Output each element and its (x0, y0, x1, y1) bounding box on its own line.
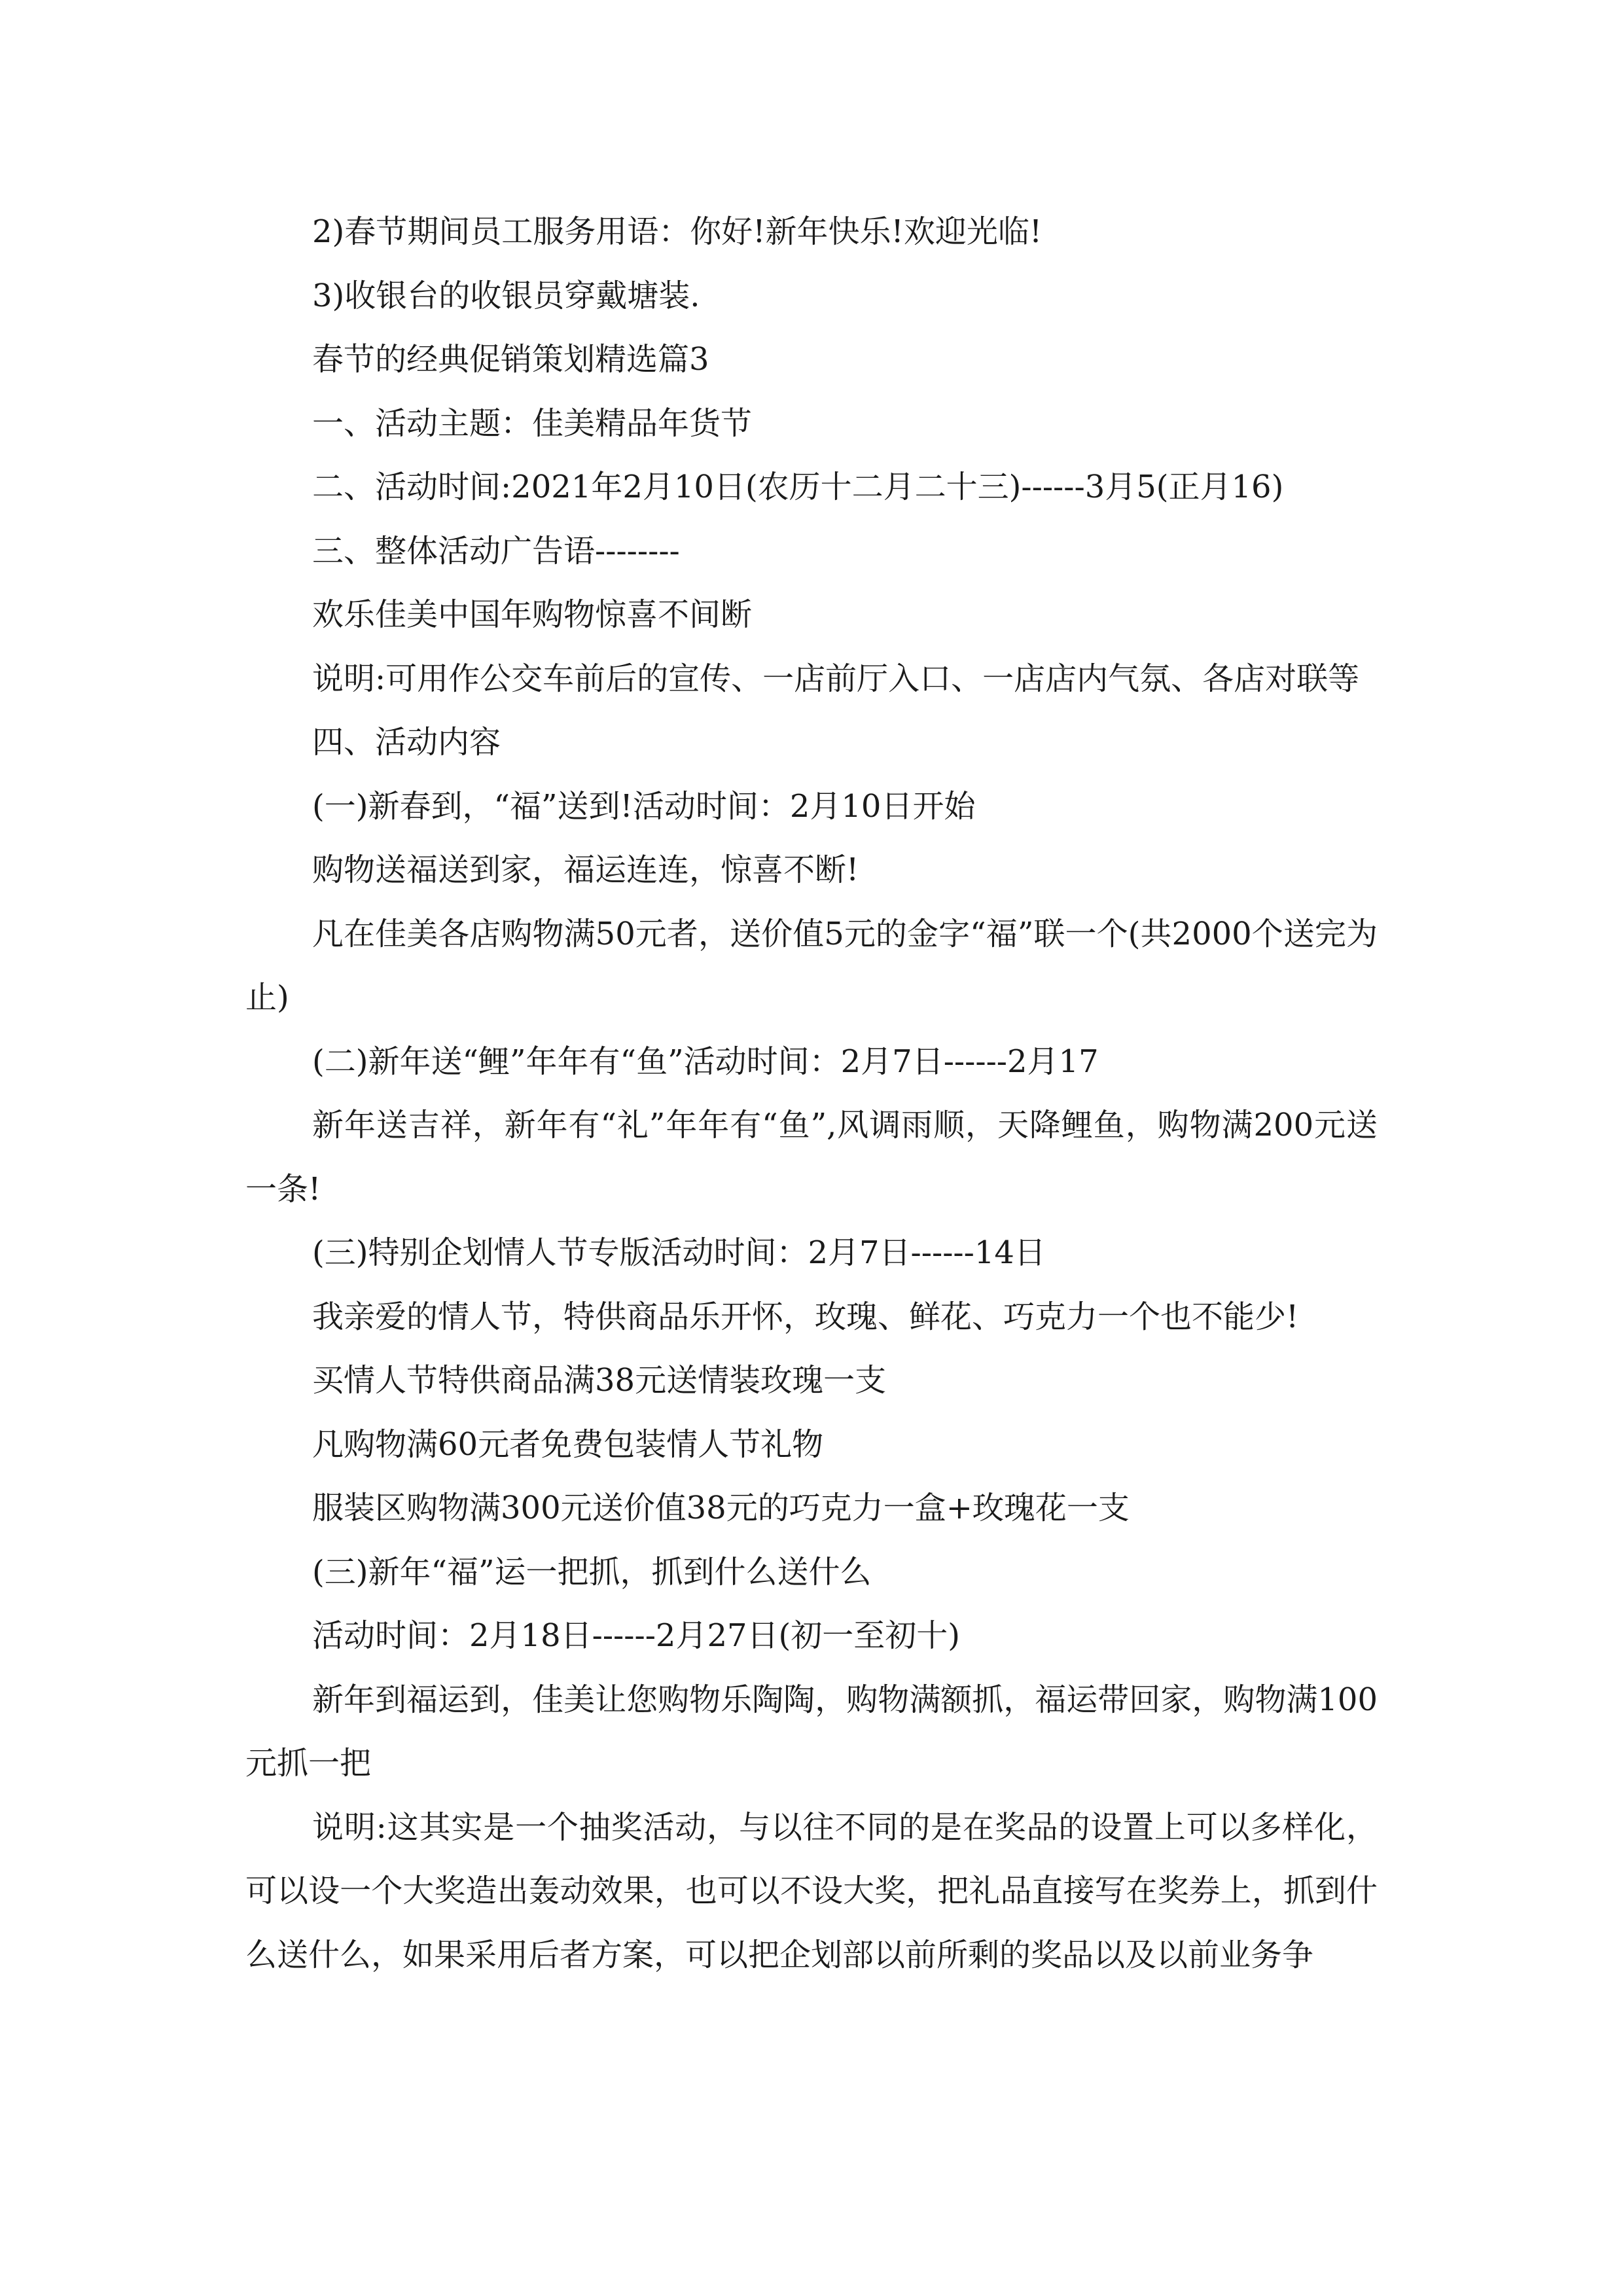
paragraph-event-3-title: (三)特别企划情人节专版活动时间：2月7日------14日 (312, 1234, 1046, 1271)
paragraph-cashier-costume: 3)收银台的收银员穿戴塘装. (312, 277, 700, 314)
paragraph-slogan-note: 说明:可用作公交车前后的宣传、一店前厅入口、一店店内气氛、各店对联等 (312, 660, 1360, 697)
paragraph-event-4-note: 说明:这其实是一个抽奖活动，与以往不同的是在奖品的设置上可以多样化，可以设一个大奖造出轰动效果，也可以不设大奖，把礼品直接写在奖券上，抓到什么送什么，如果采用后者方案，可以把企划部以前所剩的奖品以及以前业务争 (245, 1808, 1378, 1973)
paragraph-slogan: 欢乐佳美中国年购物惊喜不间断 (312, 596, 753, 633)
paragraph-activity-time: 二、活动时间:2021年2月10日(农历十二月二十三)------3月5(正月16) (312, 469, 1284, 505)
paragraph-event-3-tagline: 我亲爱的情人节，特供商品乐开怀，玫瑰、鲜花、巧克力一个也不能少! (312, 1298, 1299, 1335)
paragraph-content-heading: 四、活动内容 (312, 724, 501, 761)
paragraph-service-phrases: 2)春节期间员工服务用语：你好!新年快乐!欢迎光临! (312, 213, 1043, 250)
paragraph-event-2-title: (二)新年送“鲤”年年有“鱼”活动时间：2月7日------2月17 (312, 1043, 1099, 1080)
paragraph-event-3-rule-1: 买情人节特供商品满38元送情装玫瑰一支 (312, 1362, 887, 1399)
paragraph-event-1-rule: 凡在佳美各店购物满50元者，送价值5元的金字“福”联一个(共2000个送完为止) (245, 915, 1378, 1016)
paragraph-event-4-rule: 新年到福运到，佳美让您购物乐陶陶，购物满额抓，福运带回家，购物满100元抓一把 (245, 1681, 1378, 1782)
paragraph-event-4-title: (三)新年“福”运一把抓，抓到什么送什么 (312, 1553, 872, 1590)
paragraph-event-4-time: 活动时间：2月18日------2月27日(初一至初十) (312, 1617, 961, 1654)
paragraph-event-1-tagline: 购物送福送到家，福运连连，惊喜不断! (312, 852, 859, 888)
paragraph-slogan-heading: 三、整体活动广告语-------- (312, 532, 680, 569)
document-body (245, 200, 1378, 1987)
section-heading-plan-3: 春节的经典促销策划精选篇3 (312, 341, 709, 378)
paragraph-event-3-rule-2: 凡购物满60元者免费包装情人节礼物 (312, 1426, 824, 1463)
paragraph-event-3-rule-3: 服装区购物满300元送价值38元的巧克力一盒+玫瑰花一支 (312, 1490, 1130, 1526)
paragraph-activity-theme: 一、活动主题：佳美精品年货节 (312, 404, 753, 442)
paragraph-event-1-title: (一)新春到，“福”送到!活动时间：2月10日开始 (312, 787, 976, 825)
paragraph-event-2-rule: 新年送吉祥，新年有“礼”年年有“鱼”,风调雨顺，天降鲤鱼，购物满200元送一条! (245, 1107, 1378, 1208)
